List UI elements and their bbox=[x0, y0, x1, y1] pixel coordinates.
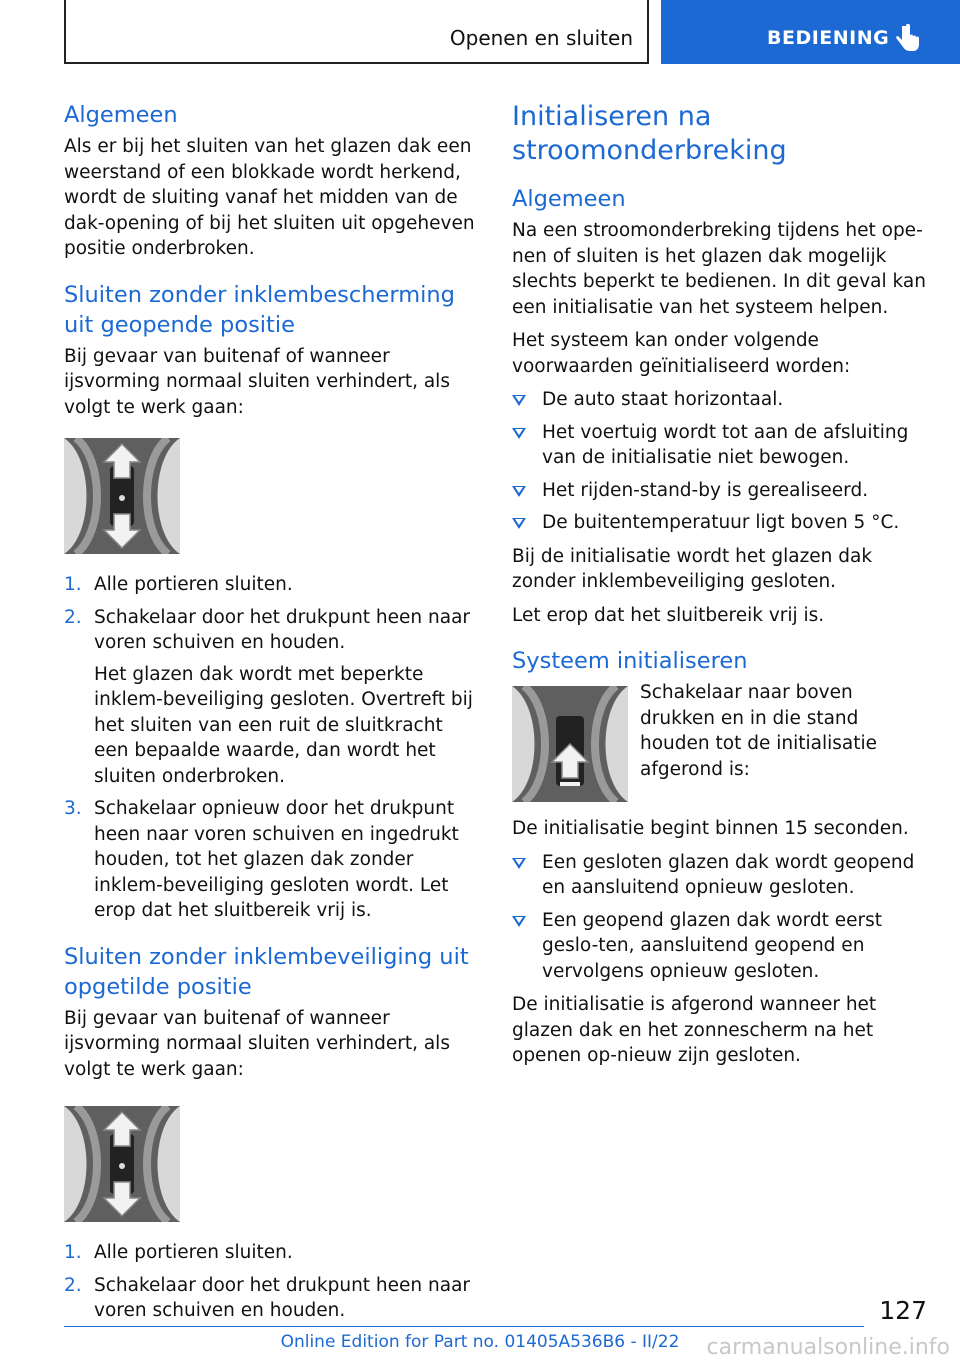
list-item bbox=[512, 510, 930, 536]
condition-text: Het voertuig wordt tot aan de afsluiting van de initialisatie niet bewogen. bbox=[542, 421, 909, 468]
condition-text: Het rijden-stand-by is gerealiseerd. bbox=[542, 479, 869, 501]
watermark: carmanualsonline.info bbox=[706, 1335, 950, 1360]
switch-illustration bbox=[64, 438, 180, 554]
heading-algemeen-right: Algemeen bbox=[512, 186, 626, 212]
step-number: 3. bbox=[64, 798, 82, 819]
algemeen-p4: Let erop dat het sluitbereik vrij is. bbox=[512, 604, 825, 626]
list-item bbox=[512, 850, 930, 901]
conditions-list bbox=[512, 387, 930, 536]
condition-text: De auto staat horizontaal. bbox=[542, 389, 784, 410]
list-item bbox=[64, 572, 482, 598]
footer-divider bbox=[64, 1326, 864, 1327]
header-section-tab bbox=[64, 0, 649, 64]
heading-algemeen: Algemeen bbox=[64, 102, 178, 128]
systeem-fig-text: Schakelaar naar boven drukken en in die stand houden tot de initialisatie afgerond is: bbox=[640, 682, 877, 780]
list-item bbox=[512, 908, 930, 985]
list-item bbox=[512, 387, 930, 413]
step-subtext: Het glazen dak wordt met beperkte inklem-beveiliging gesloten. Overtreft bij het sluiten van een ruit de sluitkracht een bepaalde waarde, dan wordt het sluiten onderbroken. bbox=[94, 663, 473, 787]
systeem-item-text: Een gesloten glazen dak wordt geopend en aansluitend opnieuw gesloten. bbox=[542, 851, 915, 898]
bullet-triangle-icon bbox=[512, 858, 526, 869]
step-number: 1. bbox=[64, 1242, 82, 1263]
section1-intro: Bij gevaar van buitenaf of wanneer ijsvorming normaal sluiten verhindert, als volgt te werk gaan: bbox=[64, 345, 450, 418]
switch-illustration bbox=[64, 1106, 180, 1222]
condition-text: De buitentemperatuur ligt boven 5 °C. bbox=[542, 512, 900, 533]
switch-up-illustration bbox=[512, 686, 628, 802]
step-number: 2. bbox=[64, 1274, 82, 1296]
bullet-triangle-icon bbox=[512, 428, 526, 439]
step-text: Schakelaar opnieuw door het drukpunt heen naar voren schuiven en ingedrukt houden, tot het glazen dak zonder inklem-beveiliging gesloten wordt. Let erop dat het sluitbereik vrij is. bbox=[94, 798, 459, 921]
section2-steps bbox=[64, 1240, 482, 1324]
list-item bbox=[64, 1240, 482, 1266]
heading-sluiten-geopend: Sluiten zonder inklembescherming uit geopende positie bbox=[64, 281, 455, 338]
heading-sluiten-opgetild: Sluiten zonder inklembeveiliging uit opgetilde positie bbox=[64, 943, 469, 1000]
footer-edition: Online Edition for Part no. 01405A536B6 - II/22 bbox=[280, 1332, 680, 1352]
algemeen-p2: Het systeem kan onder volgende voorwaarden geïnitialiseerd worden: bbox=[512, 330, 851, 377]
algemeen-p1: Na een stroomonderbreking tijdens het ope-nen of sluiten is het glazen dak mogelijk slechts beperkt te bedienen. In dit geval kan een initialisatie van het systeem helpen. bbox=[512, 220, 926, 318]
section1-steps bbox=[64, 572, 482, 924]
bullet-triangle-icon bbox=[512, 916, 526, 927]
heading-systeem-initialiseren: Systeem initialiseren bbox=[512, 648, 748, 674]
list-item bbox=[64, 796, 482, 924]
page-number: 127 bbox=[879, 1296, 927, 1325]
step-text: Alle portieren sluiten. bbox=[94, 574, 293, 595]
list-item bbox=[512, 478, 930, 504]
list-item bbox=[512, 420, 930, 471]
systeem-p2: De initialisatie is afgerond wanneer het glazen dak en het zonnescherm na het openen op-nieuw zijn gesloten. bbox=[512, 994, 877, 1066]
bullet-triangle-icon bbox=[512, 486, 526, 497]
left-column bbox=[64, 100, 482, 1332]
step-number: 1. bbox=[64, 574, 82, 595]
algemeen-text: Als er bij het sluiten van het glazen dak een weerstand of een blokkade wordt herkend, wordt de sluiting vanaf het midden van de dak-opening of bij het sluiten uit opgeheven positie onderbroken. bbox=[64, 136, 475, 259]
header-chapter-title: BEDIENING bbox=[767, 27, 890, 49]
step-text: Schakelaar door het drukpunt heen naar voren schuiven en houden. bbox=[94, 1274, 471, 1321]
bullet-triangle-icon bbox=[512, 518, 526, 529]
step-number: 2. bbox=[64, 606, 82, 628]
bullet-triangle-icon bbox=[512, 395, 526, 406]
systeem-p1: De initialisatie begint binnen 15 seconden. bbox=[512, 818, 909, 839]
right-column bbox=[512, 100, 930, 1077]
algemeen-p3: Bij de initialisatie wordt het glazen dak zonder inklembeveiliging gesloten. bbox=[512, 545, 873, 592]
pointing-hand-icon bbox=[895, 24, 921, 54]
systeem-list bbox=[512, 850, 930, 985]
section2-intro: Bij gevaar van buitenaf of wanneer ijsvorming normaal sluiten verhindert, als volgt te werk gaan: bbox=[64, 1007, 450, 1080]
header-section-title: Openen en sluiten bbox=[449, 26, 633, 50]
list-item bbox=[64, 1273, 482, 1324]
heading-initialiseren: Initialiseren na stroomonderbreking bbox=[512, 101, 787, 166]
list-item bbox=[64, 605, 482, 790]
systeem-item-text: Een geopend glazen dak wordt eerst geslo-ten, aansluitend geopend en vervolgens opnieuw gesloten. bbox=[542, 909, 883, 982]
step-text: Alle portieren sluiten. bbox=[94, 1242, 293, 1263]
step-text: Schakelaar door het drukpunt heen naar voren schuiven en houden. bbox=[94, 606, 471, 653]
